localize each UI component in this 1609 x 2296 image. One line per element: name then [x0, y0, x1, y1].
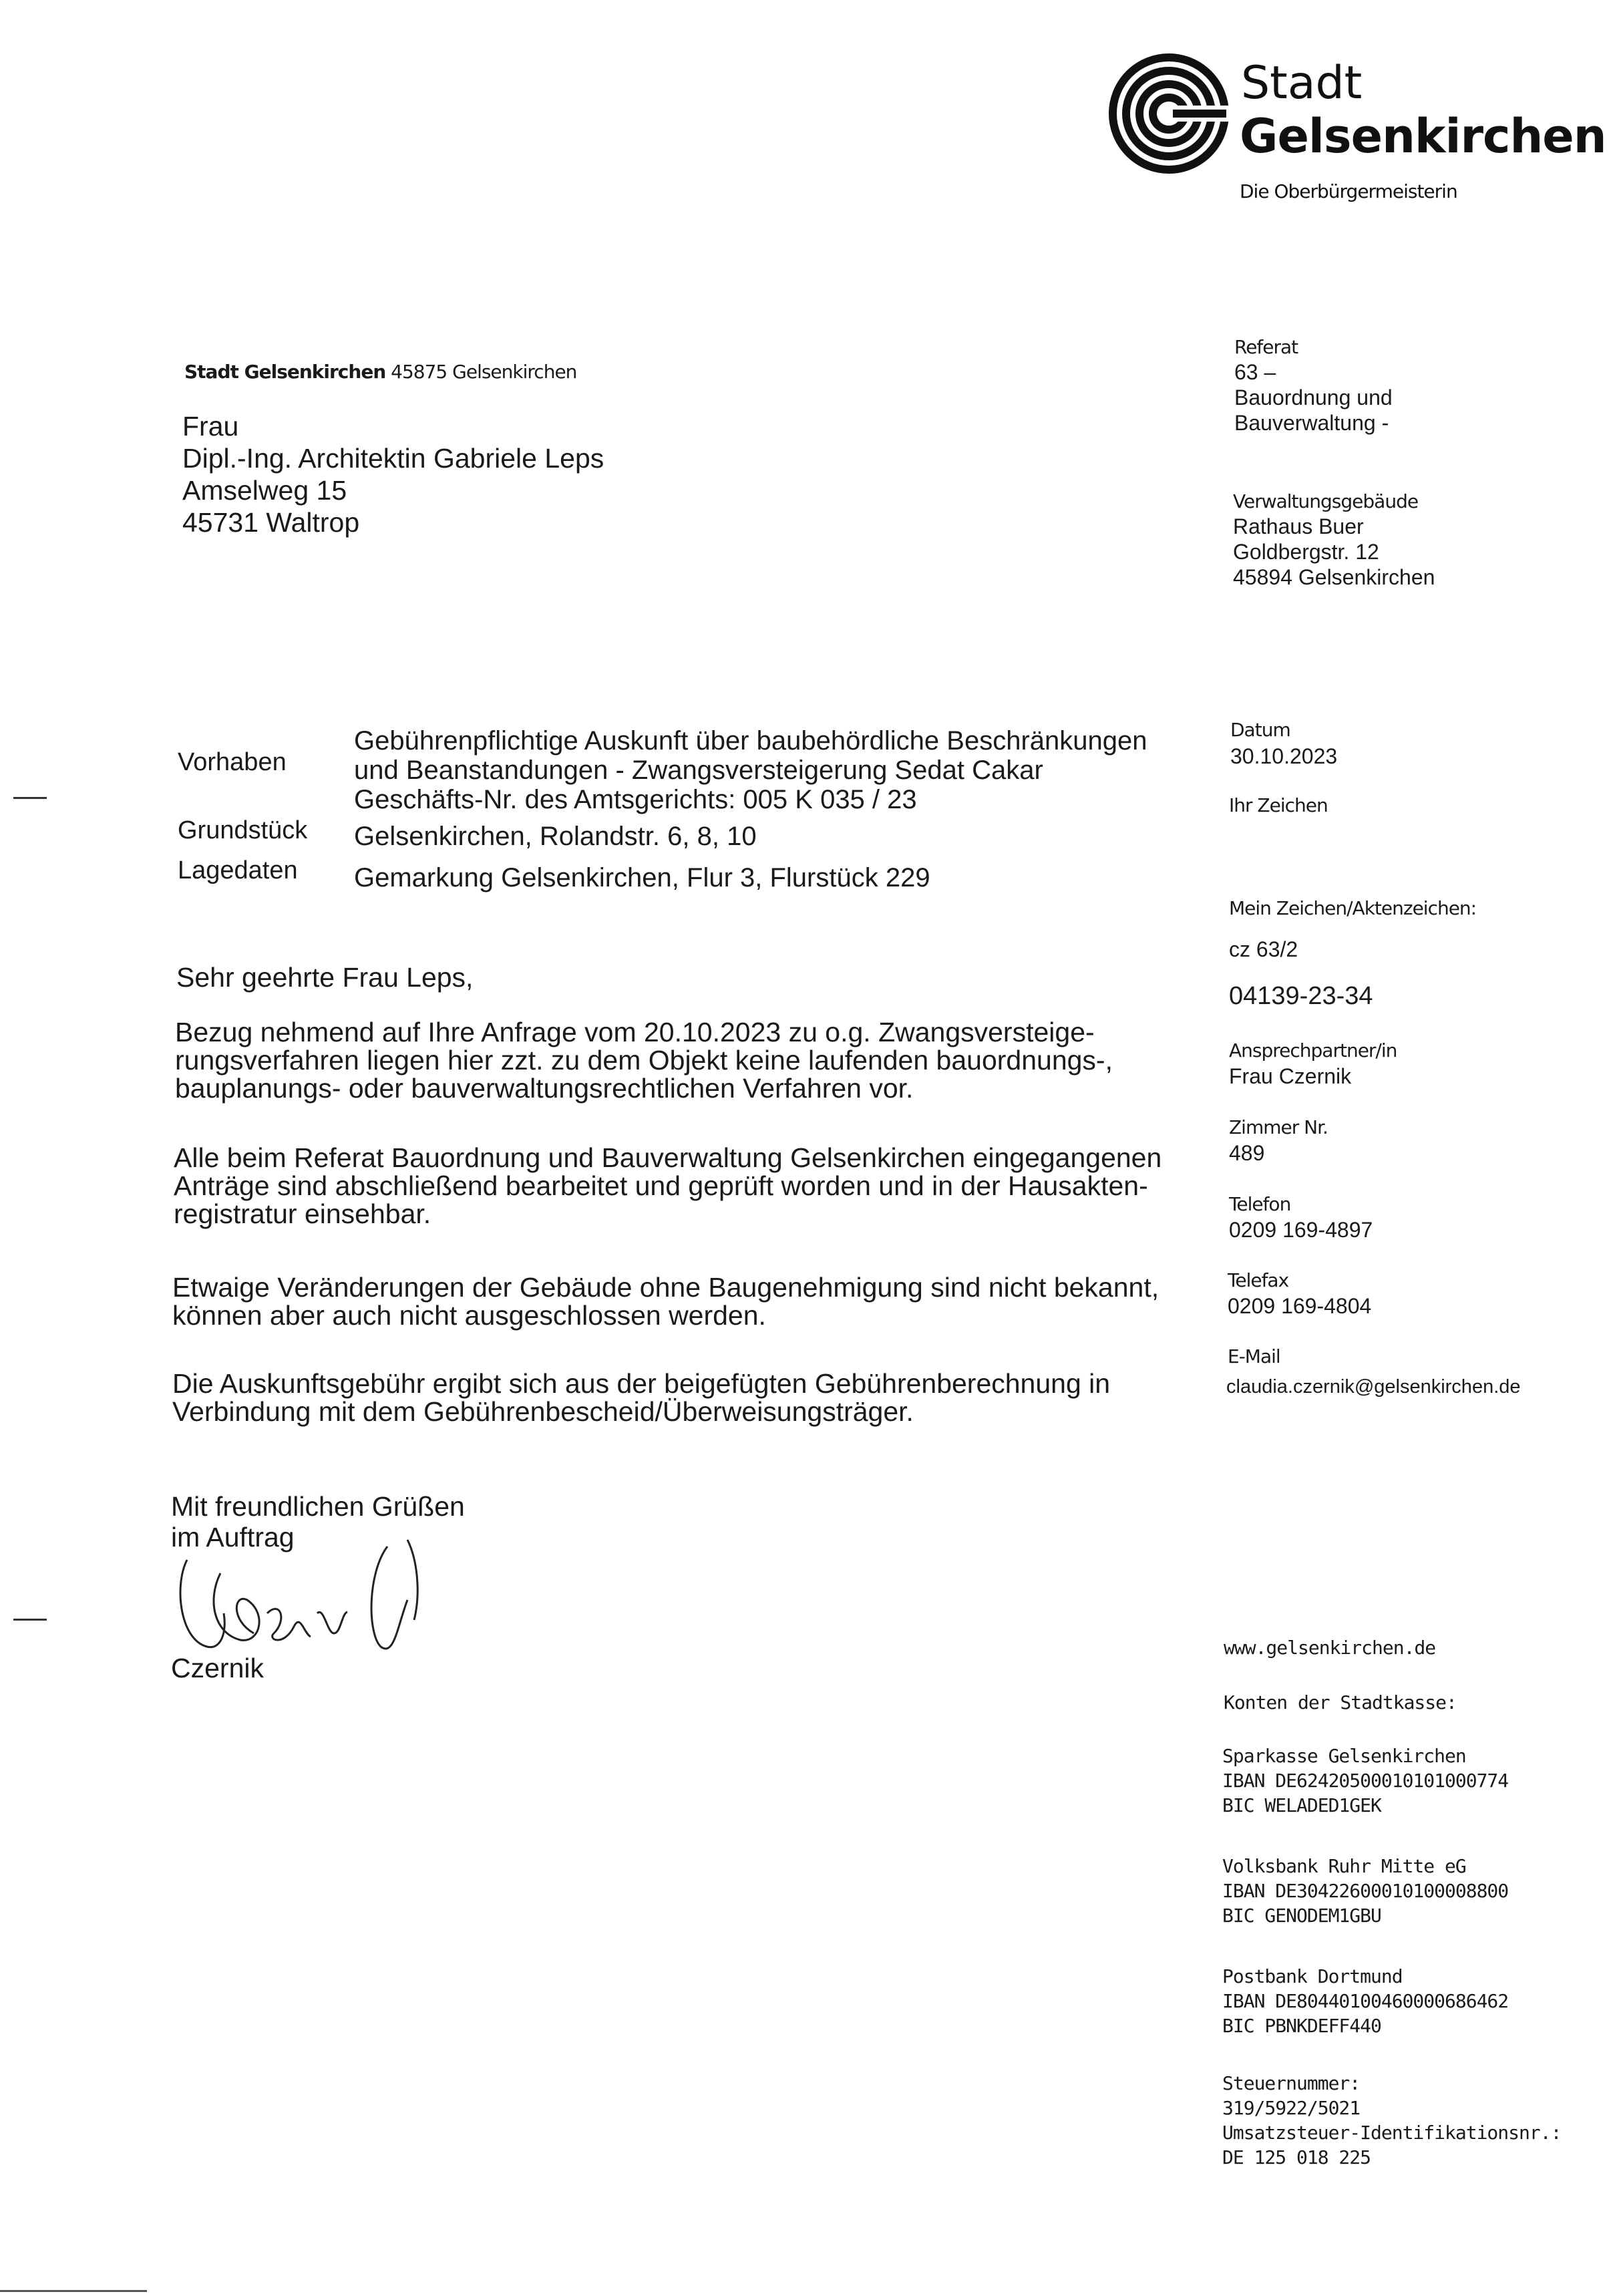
department-line: 63 – [1234, 360, 1276, 384]
department-label: Referat [1234, 336, 1298, 358]
city-logo [1109, 53, 1606, 214]
department-line: Bauverwaltung - [1234, 411, 1389, 435]
bottom-edge-line [0, 2290, 147, 2292]
paragraph-3 [172, 1273, 1188, 1329]
mein-zeichen-label: Mein Zeichen/Aktenzeichen: [1229, 897, 1477, 919]
building-line: 45894 Gelsenkirchen [1233, 565, 1435, 589]
bank-name: Volksbank Ruhr Mitte eG [1222, 1855, 1466, 1877]
bank-bic: BIC GENODEM1GBU [1222, 1905, 1381, 1927]
bank-name: Sparkasse Gelsenkirchen [1222, 1745, 1466, 1767]
zimmer-value: 489 [1229, 1141, 1265, 1165]
signer-name: Czernik [171, 1653, 264, 1683]
recipient-address [182, 410, 604, 538]
lagedaten-label: Lagedaten [178, 856, 298, 884]
grundstueck-label: Grundstück [178, 816, 308, 844]
fold-mark-top [13, 797, 47, 799]
paragraph-line: bauplanungs- oder bauverwaltungsrechtlichen Verfahren vor. [175, 1073, 914, 1104]
bank-block [1222, 1854, 1508, 1928]
website: www.gelsenkirchen.de [1224, 1637, 1436, 1659]
telefax-label: Telefax [1228, 1269, 1289, 1291]
konten-label: Konten der Stadtkasse: [1224, 1691, 1457, 1713]
steuer-value: 319/5922/5021 [1222, 2097, 1361, 2119]
building-label: Verwaltungsgebäude [1233, 490, 1419, 512]
zimmer-label: Zimmer Nr. [1229, 1116, 1328, 1138]
department-block [1234, 335, 1393, 436]
return-address [184, 361, 576, 383]
ansprech-label: Ansprechpartner/in [1229, 1039, 1397, 1061]
paragraph-1 [175, 1018, 1190, 1102]
ust-value: DE 125 018 225 [1222, 2146, 1371, 2168]
building-line: Rathaus Buer [1233, 514, 1364, 538]
paragraph-line: können aber auch nicht ausgeschlossen werden. [172, 1300, 766, 1331]
telefax-value: 0209 169-4804 [1228, 1294, 1372, 1318]
paragraph-line: rungsverfahren liegen hier zzt. zu dem Objekt keine laufenden bauordnungs-, [175, 1045, 1113, 1076]
telefon-value: 0209 169-4897 [1229, 1218, 1373, 1242]
salutation: Sehr geehrte Frau Leps, [176, 962, 474, 993]
logo-subline: Die Oberbürgermeisterin [1240, 180, 1457, 202]
bank-iban: IBAN DE80440100460000686462 [1222, 1990, 1509, 2012]
grundstueck-value: Gelsenkirchen, Rolandstr. 6, 8, 10 [354, 822, 757, 851]
ust-label: Umsatzsteuer-Identifikationsnr.: [1222, 2122, 1562, 2144]
bank-block [1222, 1744, 1508, 1818]
building-line: Goldbergstr. 12 [1233, 540, 1379, 564]
bank-name: Postbank Dortmund [1222, 1965, 1403, 1987]
bank-iban: IBAN DE30422600010100008800 [1222, 1880, 1509, 1902]
vorhaben-line: Gebührenpflichtige Auskunft über baubehördliche Beschränkungen [354, 726, 1147, 756]
mein-zeichen-value-2: 04139-23-34 [1229, 982, 1373, 1010]
logo-line-2: Gelsenkirchen [1240, 109, 1606, 164]
paragraph-line: Etwaige Veränderungen der Gebäude ohne Baugenehmigung sind nicht bekannt, [172, 1272, 1159, 1303]
recipient-line: Amselweg 15 [182, 475, 347, 506]
bank-bic: BIC PBNKDEFF440 [1222, 2015, 1381, 2037]
email-value: claudia.czernik@gelsenkirchen.de [1226, 1376, 1521, 1398]
paragraph-line: Anträge sind abschließend bearbeitet und geprüft worden und in der Hausakten- [174, 1170, 1148, 1201]
datum-label: Datum [1230, 719, 1290, 741]
bank-block [1222, 1964, 1508, 2038]
building-block [1233, 490, 1435, 590]
department-line: Bauordnung und [1234, 385, 1393, 409]
paragraph-line: registratur einsehbar. [174, 1198, 431, 1229]
bank-iban: IBAN DE62420500010101000774 [1222, 1770, 1509, 1792]
mein-zeichen-value-1: cz 63/2 [1229, 937, 1298, 961]
recipient-line: Frau [182, 411, 239, 442]
email-label: E-Mail [1228, 1345, 1280, 1367]
ihr-zeichen-label: Ihr Zeichen [1229, 794, 1328, 816]
return-address-rest: 45875 Gelsenkirchen [391, 361, 577, 383]
recipient-line: Dipl.-Ing. Architektin Gabriele Leps [182, 443, 604, 474]
paragraph-line: Bezug nehmend auf Ihre Anfrage vom 20.10.2023 zu o.g. Zwangsversteige- [175, 1017, 1095, 1047]
vorhaben-value [354, 726, 1147, 814]
return-address-bold: Stadt Gelsenkirchen [184, 361, 386, 383]
vorhaben-label: Vorhaben [178, 748, 287, 776]
vorhaben-line: Geschäfts-Nr. des Amtsgerichts: 005 K 035 / 23 [354, 785, 917, 814]
lagedaten-value: Gemarkung Gelsenkirchen, Flur 3, Flurstück 229 [354, 863, 930, 892]
paragraph-4 [172, 1369, 1188, 1426]
recipient-line: 45731 Waltrop [182, 507, 360, 538]
city-emblem-icon [1109, 53, 1229, 174]
paragraph-2 [174, 1144, 1189, 1228]
paragraph-line: Die Auskunftsgebühr ergibt sich aus der beigefügten Gebührenberechnung in [172, 1368, 1111, 1399]
closing-line: im Auftrag [171, 1522, 295, 1552]
telefon-label: Telefon [1229, 1193, 1291, 1215]
datum-value: 30.10.2023 [1230, 744, 1338, 768]
bank-bic: BIC WELADED1GEK [1222, 1794, 1381, 1816]
paragraph-line: Alle beim Referat Bauordnung und Bauverwaltung Gelsenkirchen eingegangenen [174, 1142, 1162, 1173]
ansprech-value: Frau Czernik [1229, 1064, 1352, 1088]
paragraph-line: Verbindung mit dem Gebührenbescheid/Überweisungsträger. [172, 1396, 914, 1427]
vorhaben-line: und Beanstandungen - Zwangsversteigerung Sedat Cakar [354, 756, 1043, 785]
closing-line: Mit freundlichen Grüßen [171, 1491, 465, 1522]
steuer-label: Steuernummer: [1222, 2072, 1361, 2094]
fold-mark-bottom [13, 1619, 47, 1621]
tax-block [1222, 2071, 1561, 2170]
logo-line-1: Stadt [1241, 57, 1363, 110]
